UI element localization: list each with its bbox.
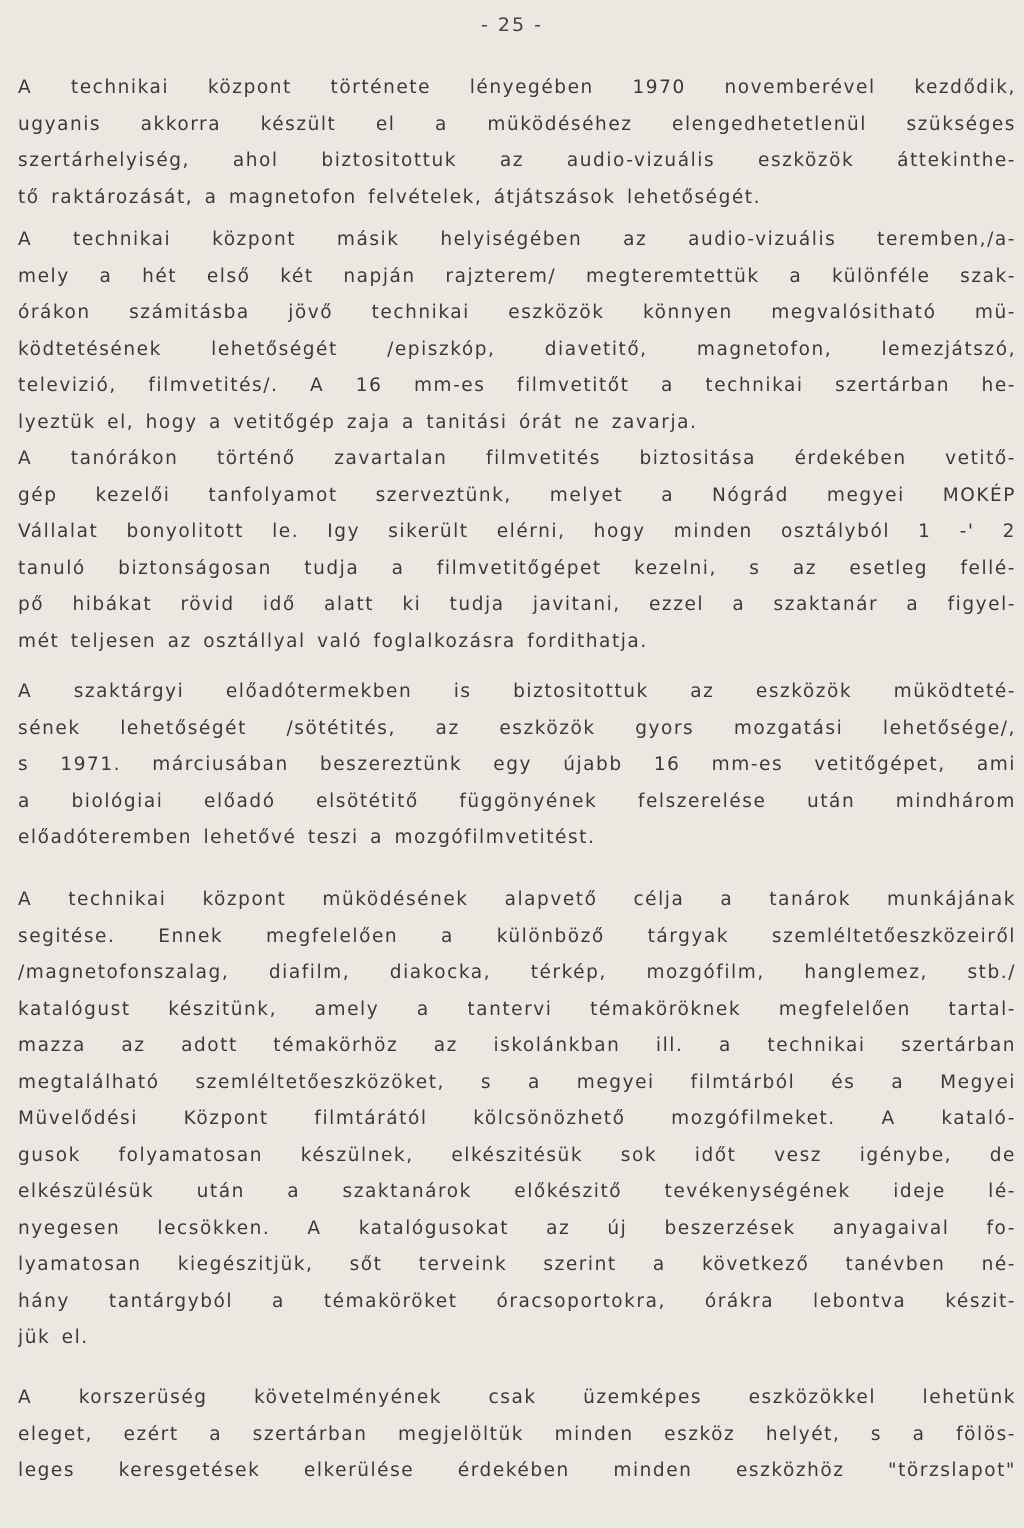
text-line: ugyanis akkorra készült el a müködéséhez elengedhetetlenül szükséges: [18, 113, 1016, 135]
text-line: mét teljesen az osztállyal való foglalkozásra fordithatja.: [18, 630, 648, 652]
text-line: eleget, ezért a szertárban megjelöltük minden eszköz helyét, s a fölös-: [18, 1423, 1016, 1445]
paragraph-3: [18, 674, 1016, 857]
text-line: Müvelődési Központ filmtárától kölcsönözhető mozgófilmeket. A kataló-: [18, 1108, 1016, 1129]
text-line: A szaktárgyi előadótermekben is biztositottuk az eszközök müködteté-: [18, 681, 1016, 702]
text-line: pő hibákat rövid idő alatt ki tudja javitani, ezzel a szaktanár a figyel-: [18, 594, 1016, 615]
text-line: segitése. Ennek megfelelően a különböző tárgyak szemléltetőeszközeiről: [18, 925, 1016, 947]
text-line: elkészülésük után a szaktanárok előkészitő tevékenységének ideje lé-: [18, 1181, 1016, 1202]
page-number: - 25 -: [481, 14, 543, 36]
paragraph-4: [18, 882, 1016, 1357]
text-line: sének lehetőségét /sötétités, az eszközök gyors mozgatási lehetősége/,: [18, 717, 1016, 739]
text-line: lyeztük el, hogy a vetitőgép zaja a tanitási órát ne zavarja.: [18, 411, 698, 433]
text-line: televizió, filmvetités/. A 16 mm-es filmvetitőt a technikai szertárban he-: [18, 375, 1016, 396]
text-line: katalógust készitünk, amely a tantervi témaköröknek megfelelően tartal-: [18, 998, 1016, 1020]
text-line: leges keresgetések elkerülése érdekében minden eszközhöz "törzslapot": [18, 1460, 1016, 1481]
text-line: nyegesen lecsökken. A katalógusokat az új beszerzések anyagaival fo-: [18, 1217, 1016, 1239]
text-line: hány tantárgyból a témaköröket óracsoportokra, órákra lebontva készit-: [18, 1290, 1016, 1312]
text-line: A technikai központ története lényegében 1970 novemberével kezdődik,: [18, 77, 1016, 98]
text-line: Vállalat bonyolitott le. Igy sikerült elérni, hogy minden osztályból 1 -' 2: [18, 521, 1016, 542]
text-line: a biológiai előadó elsötétitő függönyének felszerelése után mindhárom: [18, 790, 1016, 812]
text-line: A korszerüség követelményének csak üzemképes eszközökkel lehetünk: [18, 1387, 1016, 1408]
text-line: /magnetofonszalag, diafilm, diakocka, térkép, mozgófilm, hanglemez, stb./: [18, 962, 1016, 983]
paragraph-1: [18, 70, 1016, 216]
text-line: megtalálható szemléltetőeszközöket, s a megyei filmtárból és a Megyei: [18, 1071, 1016, 1093]
text-line: előadóteremben lehetővé teszi a mozgófilmvetitést.: [18, 827, 596, 848]
text-line: gép kezelői tanfolyamot szerveztünk, melyet a Nógrád megyei MOKÉP: [18, 484, 1016, 506]
paragraph-5: [18, 1380, 1016, 1490]
text-line: gusok folyamatosan készülnek, elkészitésük sok időt vesz igénybe, de: [18, 1144, 1016, 1166]
text-line: lyamatosan kiegészitjük, sőt terveink szerint a következő tanévben né-: [18, 1254, 1016, 1275]
text-line: tanuló biztonságosan tudja a filmvetitőgépet kezelni, s az esetleg fellé-: [18, 557, 1016, 579]
text-line: jük el.: [18, 1327, 89, 1348]
text-line: ködtetésének lehetőségét /episzkóp, diavetitő, magnetofon, lemezjátszó,: [18, 338, 1016, 360]
text-line: tő raktározását, a magnetofon felvételek, átjátszások lehetőségét.: [18, 186, 762, 208]
text-line: A technikai központ másik helyiségében az audio-vizuális teremben,/a-: [18, 229, 1016, 250]
text-line: mely a hét első két napján rajzterem/ megteremtettük a különféle szak-: [18, 265, 1016, 287]
text-line: szertárhelyiség, ahol biztositottuk az audio-vizuális eszközök áttekinthe-: [18, 150, 1016, 171]
paragraph-2: [18, 222, 1016, 660]
text-line: A tanórákon történő zavartalan filmvetités biztositása érdekében vetitő-: [18, 448, 1016, 469]
text-line: s 1971. márciusában beszereztünk egy újabb 16 mm-es vetitőgépet, ami: [18, 754, 1016, 775]
text-line: A technikai központ müködésének alapvető célja a tanárok munkájának: [18, 889, 1016, 910]
text-line: mazza az adott témakörhöz az iskolánkban ill. a technikai szertárban: [18, 1035, 1016, 1056]
text-line: órákon számitásba jövő technikai eszközök könnyen megvalósitható mü-: [18, 302, 1016, 323]
